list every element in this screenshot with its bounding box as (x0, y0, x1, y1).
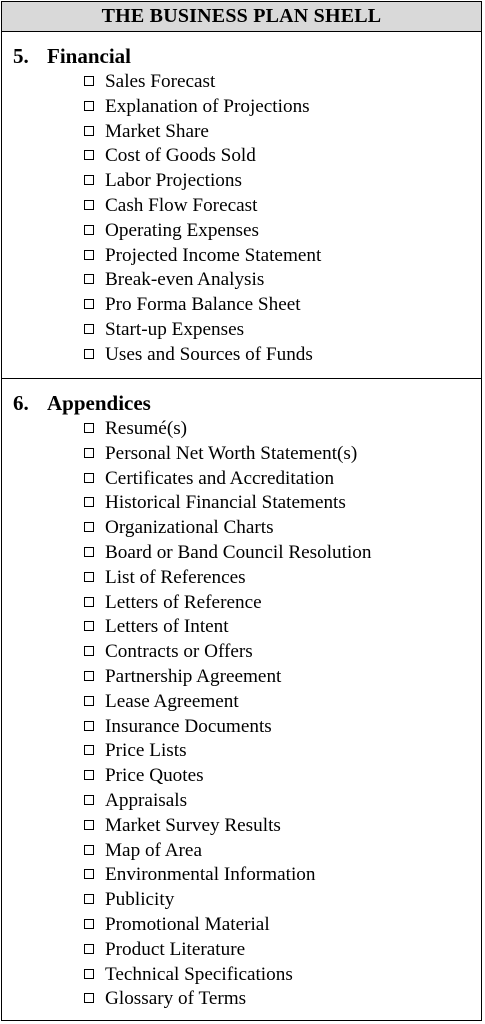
checkbox-icon[interactable] (84, 770, 94, 780)
checkbox-icon[interactable] (84, 621, 94, 631)
checklist-item-label: Publicity (105, 889, 175, 911)
checklist-item (84, 566, 371, 591)
checklist-item (84, 839, 371, 864)
checklist-item-label: Pro Forma Balance Sheet (105, 294, 301, 316)
checklist-item-label: Price Lists (105, 740, 187, 762)
checklist-item-label: Break-even Analysis (105, 269, 265, 291)
checklist-item-label: Board or Band Council Resolution (105, 541, 372, 563)
checklist-item (84, 938, 371, 963)
checklist-item (84, 739, 371, 764)
checkbox-icon[interactable] (84, 225, 94, 235)
financial-checklist (84, 70, 321, 368)
checkbox-icon[interactable] (84, 423, 94, 433)
checklist-item-label: Technical Specifications (105, 963, 293, 985)
checklist-item-label: Contracts or Offers (105, 641, 253, 663)
checklist-item-label: Sales Forecast (105, 71, 216, 92)
checklist-item (84, 120, 321, 145)
checkbox-icon[interactable] (84, 448, 94, 458)
checklist-item-label: Operating Expenses (105, 219, 259, 241)
section-heading: Appendices (47, 391, 151, 415)
checklist-item (84, 814, 371, 839)
checklist-item (84, 516, 371, 541)
checklist-item-label: Labor Projections (105, 170, 242, 192)
checkbox-icon[interactable] (84, 473, 94, 483)
checklist-item-label: Appraisals (105, 789, 188, 811)
checklist-item-label: Market Survey Results (105, 814, 281, 836)
checklist-item-label: Environmental Information (105, 864, 316, 886)
checklist-item-label: Letters of Intent (105, 616, 229, 638)
checklist-item-label: Promotional Material (105, 913, 270, 935)
checkbox-icon[interactable] (84, 76, 94, 86)
checkbox-icon[interactable] (84, 126, 94, 136)
checkbox-icon[interactable] (84, 993, 94, 1003)
checklist-item (84, 615, 371, 640)
checklist-item-label: Certificates and Accreditation (105, 467, 335, 489)
checklist-item (84, 417, 371, 442)
checkbox-icon[interactable] (84, 820, 94, 830)
checklist-item (84, 442, 371, 467)
checklist-item (84, 987, 371, 1012)
checkbox-icon[interactable] (84, 721, 94, 731)
checkbox-icon[interactable] (84, 969, 94, 979)
checklist-item (84, 764, 371, 789)
checklist-item (84, 194, 321, 219)
checklist-item-label: Start-up Expenses (105, 318, 245, 340)
section-heading: Financial (47, 44, 132, 68)
checkbox-icon[interactable] (84, 795, 94, 805)
checkbox-icon[interactable] (84, 597, 94, 607)
checklist-item (84, 293, 321, 318)
checkbox-icon[interactable] (84, 745, 94, 755)
checklist-item (84, 219, 321, 244)
checklist-item-label: Map of Area (105, 839, 202, 861)
appendices-checklist (84, 417, 371, 1012)
section-financial (2, 32, 481, 379)
checkbox-icon[interactable] (84, 522, 94, 532)
header-title: THE BUSINESS PLAN SHELL (101, 5, 382, 27)
checklist-item-label: Personal Net Worth Statement(s) (105, 442, 358, 464)
checkbox-icon[interactable] (84, 200, 94, 210)
checklist-item-label: Cash Flow Forecast (105, 194, 258, 216)
checkbox-icon[interactable] (84, 175, 94, 185)
checklist-item-label: Letters of Reference (105, 591, 262, 613)
checklist-item (84, 591, 371, 616)
checklist-item-label: Resumé(s) (105, 418, 188, 439)
checkbox-icon[interactable] (84, 845, 94, 855)
checklist-item (84, 541, 371, 566)
checklist-item (84, 715, 371, 740)
section-number: 5. (13, 44, 29, 68)
checklist-item (84, 913, 371, 938)
checkbox-icon[interactable] (84, 919, 94, 929)
section-number: 6. (13, 391, 29, 415)
checklist-item-label: Price Quotes (105, 765, 204, 787)
checklist-item (84, 665, 371, 690)
checkbox-icon[interactable] (84, 250, 94, 260)
checklist-item-label: Market Share (105, 120, 209, 142)
checklist-item (84, 467, 371, 492)
checklist-item (84, 70, 321, 95)
checklist-item-label: Explanation of Projections (105, 95, 310, 117)
checkbox-icon[interactable] (84, 646, 94, 656)
checklist-item (84, 863, 371, 888)
checkbox-icon[interactable] (84, 944, 94, 954)
checklist-item (84, 640, 371, 665)
checklist-item-label: Organizational Charts (105, 517, 274, 539)
checkbox-icon[interactable] (84, 101, 94, 111)
section-title-financial (13, 43, 131, 69)
checklist-item-label: Glossary of Terms (105, 988, 247, 1010)
checklist-item (84, 491, 371, 516)
checkbox-icon[interactable] (84, 349, 94, 359)
checklist-item-label: Product Literature (105, 938, 246, 960)
table-header (2, 2, 481, 32)
checklist-item-label: Partnership Agreement (105, 665, 282, 687)
checklist-item-label: Insurance Documents (105, 715, 272, 737)
checkbox-icon[interactable] (84, 671, 94, 681)
checklist-item (84, 244, 321, 269)
checkbox-icon[interactable] (84, 299, 94, 309)
section-title-appendices (13, 390, 151, 416)
checklist-item (84, 888, 371, 913)
checklist-item-label: Historical Financial Statements (105, 492, 346, 514)
checklist-item (84, 789, 371, 814)
checkbox-icon[interactable] (84, 894, 94, 904)
checklist-item (84, 343, 321, 368)
business-plan-shell-table (1, 1, 482, 1021)
checkbox-icon[interactable] (84, 324, 94, 334)
checklist-item (84, 95, 321, 120)
checklist-item-label: Uses and Sources of Funds (105, 343, 313, 365)
checklist-item (84, 169, 321, 194)
checklist-item (84, 144, 321, 169)
checklist-item (84, 268, 321, 293)
checkbox-icon[interactable] (84, 150, 94, 160)
checklist-item-label: List of References (105, 566, 246, 588)
checkbox-icon[interactable] (84, 696, 94, 706)
checkbox-icon[interactable] (84, 274, 94, 284)
checklist-item-label: Projected Income Statement (105, 244, 322, 266)
checklist-item (84, 963, 371, 988)
checkbox-icon[interactable] (84, 497, 94, 507)
checklist-item-label: Lease Agreement (105, 690, 239, 712)
checkbox-icon[interactable] (84, 869, 94, 879)
checkbox-icon[interactable] (84, 572, 94, 582)
checklist-item-label: Cost of Goods Sold (105, 145, 256, 167)
checklist-item (84, 690, 371, 715)
checklist-item (84, 318, 321, 343)
checkbox-icon[interactable] (84, 547, 94, 557)
